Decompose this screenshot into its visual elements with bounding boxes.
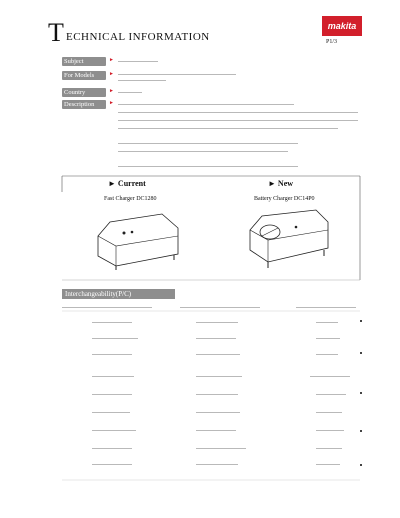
description-arrow-icon: ► xyxy=(109,101,114,106)
table-row-line xyxy=(316,338,340,339)
table-row-line xyxy=(196,354,240,355)
table-row-line xyxy=(316,464,340,465)
subject-label: Subject xyxy=(62,57,106,66)
table-row-line xyxy=(316,448,342,449)
table-edge-mark xyxy=(360,430,362,432)
models-label: For Models xyxy=(62,71,106,80)
table-row-line xyxy=(92,412,130,413)
new-heading: ► New xyxy=(268,179,294,188)
new-caption: Battery Charger DC14P0 xyxy=(254,196,315,202)
current-heading: ► Current xyxy=(108,179,146,188)
table-row-line xyxy=(196,412,240,413)
table-row-line xyxy=(92,448,132,449)
table-header-line xyxy=(62,307,152,308)
table-row-line xyxy=(92,338,138,339)
models-arrow-icon: ► xyxy=(109,72,114,77)
table-edge-mark xyxy=(360,392,362,394)
table-row-line xyxy=(196,338,236,339)
table-row-line xyxy=(196,448,246,449)
description-label: Description xyxy=(62,100,106,109)
table-row-line xyxy=(196,376,242,377)
table-header-line xyxy=(296,307,356,308)
title-initial: T xyxy=(48,18,64,47)
table-row-line xyxy=(92,322,132,323)
new-charger-drawing xyxy=(250,210,328,268)
table-row-line xyxy=(196,464,238,465)
table-edge-mark xyxy=(360,320,362,322)
table-row-line xyxy=(316,412,342,413)
table-edge-mark xyxy=(360,352,362,354)
table-row-line xyxy=(196,430,236,431)
current-caption: Fast Charger DC1280 xyxy=(104,196,157,202)
makita-logo: makita xyxy=(322,16,362,36)
table-row-line xyxy=(316,430,344,431)
table-row-line xyxy=(92,376,134,377)
doc-number: P1/3 xyxy=(326,39,338,45)
country-arrow-icon: ► xyxy=(109,89,114,94)
table-row-line xyxy=(92,464,132,465)
table-lines xyxy=(62,311,360,480)
table-row-line xyxy=(310,376,350,377)
table-row-line xyxy=(92,430,136,431)
table-row-line xyxy=(316,322,338,323)
title-rest: ECHNICAL INFORMATION xyxy=(66,31,210,43)
table-row-line xyxy=(92,394,132,395)
country-label: Country xyxy=(62,88,106,97)
subject-arrow-icon: ► xyxy=(109,58,114,63)
table-edge-mark xyxy=(360,464,362,466)
current-charger-drawing xyxy=(98,214,178,270)
table-row-line xyxy=(196,322,238,323)
table-row-line xyxy=(316,354,338,355)
table-row-line xyxy=(316,394,346,395)
table-header-line xyxy=(180,307,260,308)
table-row-line xyxy=(196,394,238,395)
interchangeability-label: Interchangeability(P/C) xyxy=(62,289,175,299)
table-row-line xyxy=(92,354,132,355)
